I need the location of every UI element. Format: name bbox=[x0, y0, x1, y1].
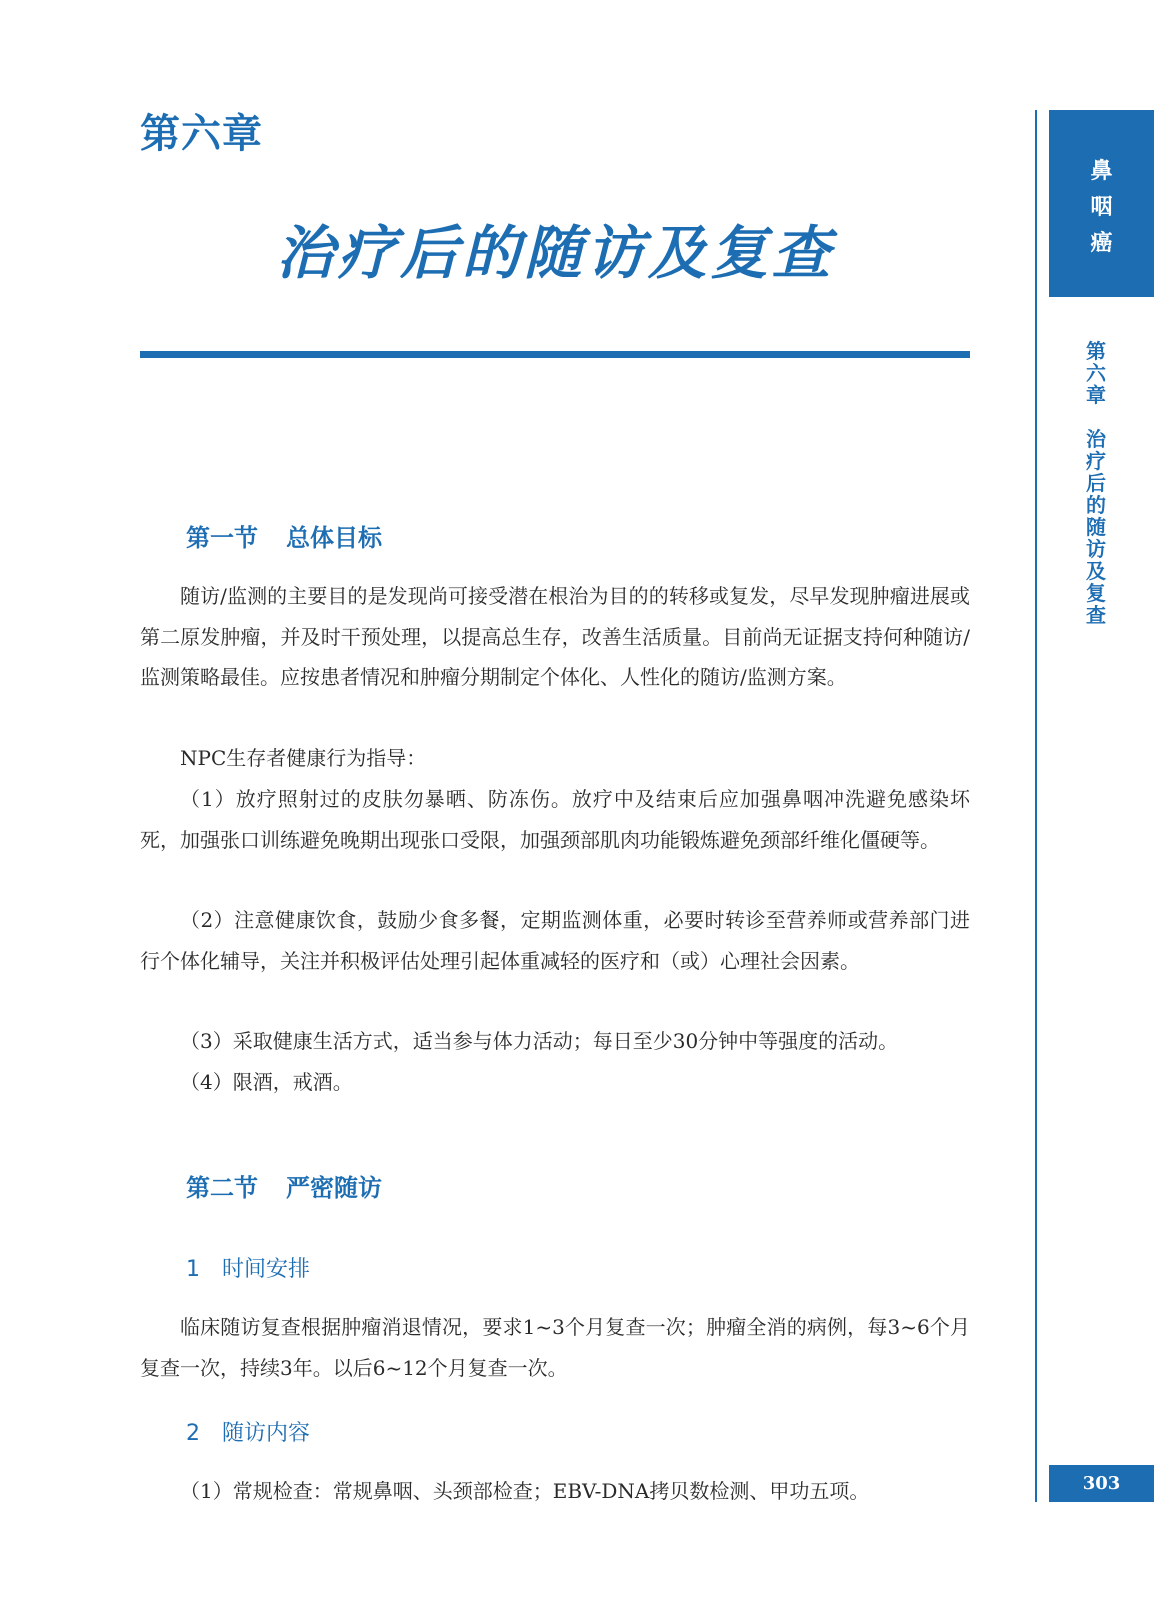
subsection-title: 随访内容 bbox=[222, 1421, 311, 1446]
paragraph: （1）放疗照射过的皮肤勿暴晒、防冻伤。放疗中及结束后应加强鼻咽冲洗避免感染坏死，加强张口训练避免晚期出现张口受限，加强颈部肌肉功能锻炼避免颈部纤维化僵硬等。 bbox=[140, 787, 970, 852]
paragraph: （4）限酒，戒酒。 bbox=[180, 1070, 353, 1094]
running-title-char: 复 bbox=[1086, 581, 1106, 605]
running-title-char: 访 bbox=[1086, 537, 1106, 561]
running-chapter-char: 六 bbox=[1086, 361, 1106, 385]
paragraph: 随访/监测的主要目的是发现尚可接受潜在根治为目的的转移或复发，尽早发现肿瘤进展或第二原发肿瘤，并及时干预处理，以提高总生存，改善生活质量。目前尚无证据支持何种随访/监测策略最佳。应按患者情况和肿瘤分期制定个体化、人性化的随访/监测方案。 bbox=[140, 584, 970, 689]
paragraph: （3）采取健康生活方式，适当参与体力活动；每日至少30分钟中等强度的活动。 bbox=[180, 1029, 899, 1053]
book-title-char: 癌 bbox=[1090, 231, 1113, 256]
running-chapter-char: 章 bbox=[1086, 383, 1106, 407]
running-title-char: 查 bbox=[1086, 603, 1106, 627]
subsection-title: 时间安排 bbox=[222, 1257, 311, 1282]
chapter-title: 治疗后的随访及复查 bbox=[275, 219, 834, 287]
running-chapter-char: 第 bbox=[1086, 339, 1106, 363]
paragraph: （2）注意健康饮食，鼓励少食多餐，定期监测体重，必要时转诊至营养师或营养部门进行个体化辅导，关注并积极评估处理引起体重减轻的医疗和（或）心理社会因素。 bbox=[140, 908, 970, 973]
paragraph: （1）常规检查：常规鼻咽、头颈部检查；EBV-DNA拷贝数检测、甲功五项。 bbox=[180, 1479, 870, 1503]
subsection-number: 1 bbox=[186, 1257, 200, 1282]
page-number: 303 bbox=[1049, 1465, 1154, 1502]
running-title-char: 后 bbox=[1086, 471, 1106, 495]
subsection-heading-2 bbox=[186, 1416, 310, 1447]
paragraph: NPC生存者健康行为指导： bbox=[180, 746, 427, 770]
running-title-char: 随 bbox=[1086, 515, 1106, 539]
section-number: 第二节 bbox=[186, 1173, 258, 1202]
section-number: 第一节 bbox=[186, 523, 258, 552]
section-title: 严密随访 bbox=[286, 1173, 382, 1202]
subsection-number: 2 bbox=[186, 1421, 200, 1446]
section-heading-2 bbox=[186, 1168, 382, 1203]
running-title-char: 的 bbox=[1086, 493, 1106, 517]
section-heading-1 bbox=[186, 518, 382, 553]
title-rule bbox=[140, 351, 970, 358]
running-title-char: 及 bbox=[1086, 559, 1106, 583]
subsection-heading-1 bbox=[186, 1252, 310, 1283]
chapter-label: 第六章 bbox=[140, 111, 263, 157]
section-title: 总体目标 bbox=[286, 523, 382, 552]
running-title-char: 疗 bbox=[1086, 449, 1106, 473]
running-title-gap bbox=[1083, 406, 1109, 428]
margin-rule bbox=[1035, 110, 1037, 1502]
paragraph: 临床随访复查根据肿瘤消退情况，要求1~3个月复查一次；肿瘤全消的病例，每3~6个月复查一次，持续3年。以后6~12个月复查一次。 bbox=[140, 1315, 970, 1380]
book-title-char: 咽 bbox=[1090, 195, 1113, 220]
running-title-char: 治 bbox=[1086, 427, 1106, 451]
book-title-tab bbox=[1049, 110, 1154, 297]
running-chapter-title bbox=[1083, 340, 1109, 626]
book-title-char: 鼻 bbox=[1090, 159, 1113, 184]
